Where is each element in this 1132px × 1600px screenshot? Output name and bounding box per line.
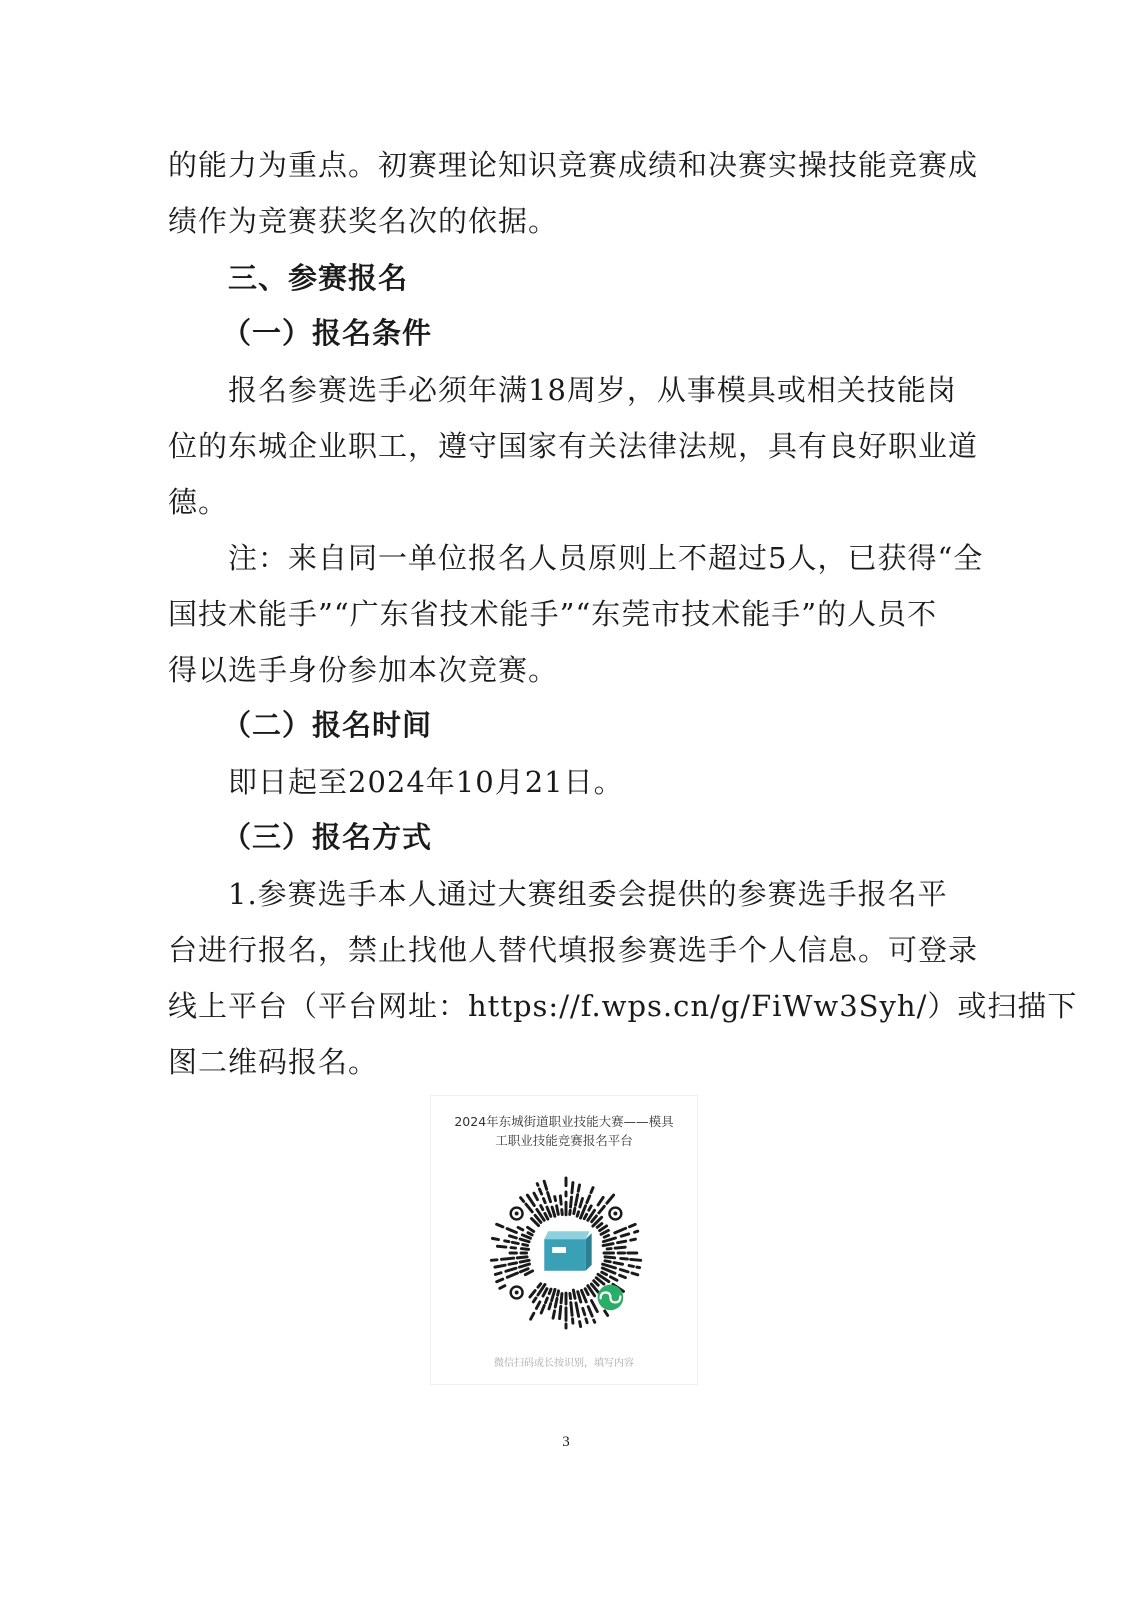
body-line: 绩作为竞赛获奖名次的依据。 [168,204,559,238]
body-line: 1.参赛选手本人通过大赛组委会提供的参赛选手报名平 [228,877,948,911]
box-logo-icon [544,1231,591,1271]
note-line: 注：来自同一单位报名人员原则上不超过5人，已获得“全 [228,541,984,575]
page-number: 3 [562,1434,570,1450]
note-line: 国技术能手”“广东省技术能手”“东莞市技术能手”的人员不 [168,597,938,631]
body-line: 台进行报名，禁止找他人替代填报参赛选手个人信息。可登录 [168,933,979,967]
subsection-heading: （二）报名时间 [222,708,433,742]
subsection-heading: （三）报名方式 [222,820,433,854]
body-line: 即日起至2024年10月21日。 [228,765,624,799]
body-line: 图二维码报名。 [168,1045,379,1079]
body-line: 位的东城企业职工，遵守国家有关法律法规，具有良好职业道 [168,429,979,463]
body-line: 报名参赛选手必须年满18周岁，从事模具或相关技能岗 [228,373,957,407]
url-line: 线上平台（平台网址：https://f.wps.cn/g/FiWw3Syh/）或扫描下 [168,989,1078,1023]
qr-card-title: 2024年东城街道职业技能大赛——模具 [454,1114,674,1129]
qr-registration-card[interactable] [430,1095,698,1385]
body-line: 的能力为重点。初赛理论知识竞赛成绩和决赛实操技能竞赛成 [168,148,979,182]
section-heading: 三、参赛报名 [228,261,409,295]
body-line: 德。 [168,485,229,519]
mini-program-qr-icon[interactable] [487,1174,645,1332]
note-line: 得以选手身份参加本次竞赛。 [168,653,559,687]
qr-caption: 微信扫码或长按识别，填写内容 [494,1358,634,1369]
subsection-heading: （一）报名条件 [222,316,433,350]
qr-card-title: 工职业技能竞赛报名平台 [495,1133,633,1148]
